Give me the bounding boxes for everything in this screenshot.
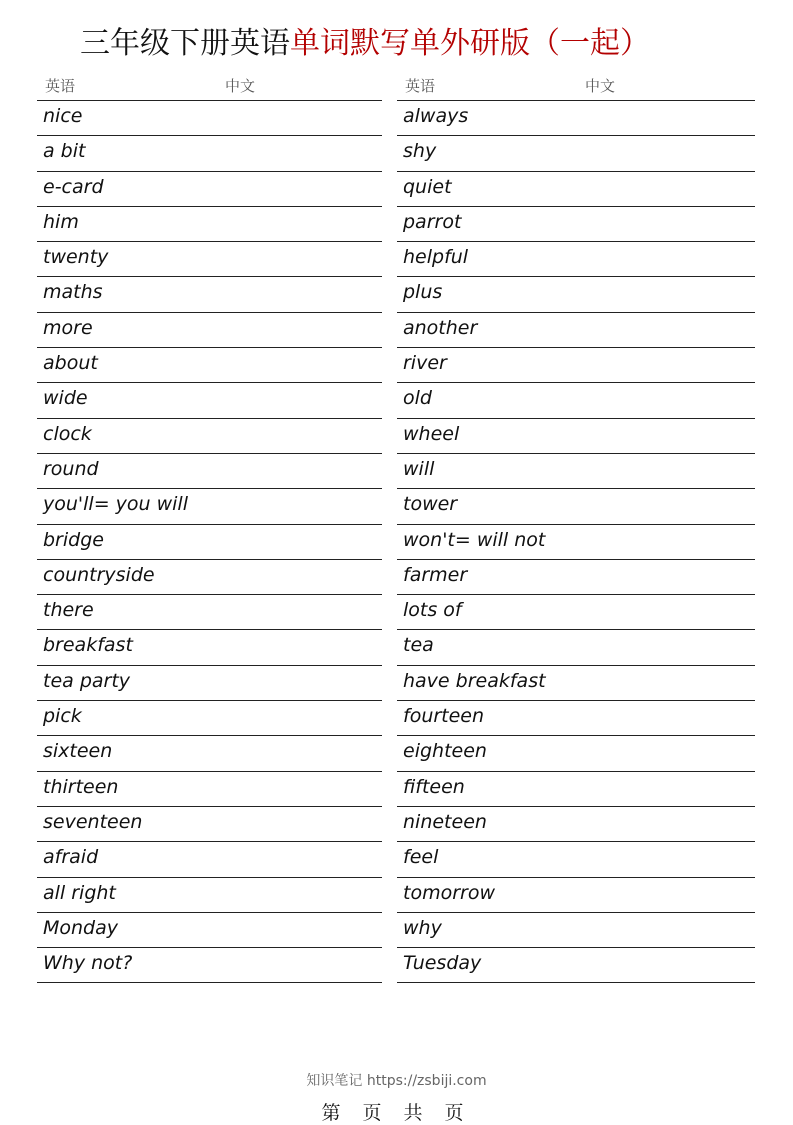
word-row: [397, 277, 755, 312]
word-row: [397, 842, 755, 877]
english-word: a bit: [43, 140, 86, 163]
english-word: sixteen: [43, 740, 113, 763]
english-word: him: [43, 210, 79, 233]
right-word-column: [397, 70, 755, 983]
english-word: twenty: [43, 246, 109, 269]
title-subject: 单词默写单外研版（一起）: [290, 26, 650, 61]
word-row: [397, 348, 755, 383]
english-word: maths: [43, 281, 103, 304]
english-word: always: [403, 105, 469, 127]
english-word: quiet: [403, 175, 452, 198]
word-row: [397, 454, 755, 489]
word-row: [37, 701, 382, 736]
english-word: lots of: [403, 599, 462, 622]
right-word-list: [397, 101, 755, 983]
english-word: have breakfast: [403, 669, 546, 692]
english-word: bridge: [43, 528, 104, 551]
english-word: there: [43, 599, 94, 622]
word-row: [37, 136, 382, 171]
english-word: Tuesday: [403, 952, 482, 975]
word-row: [37, 772, 382, 807]
english-word: wide: [43, 387, 88, 410]
word-row: [37, 913, 382, 948]
left-column-header: [37, 70, 382, 101]
chinese-header: 中文: [585, 77, 616, 95]
word-row: [37, 172, 382, 207]
english-word: nice: [43, 105, 83, 127]
word-row: [397, 242, 755, 277]
english-word: seventeen: [43, 810, 143, 833]
word-row: [37, 313, 382, 348]
word-row: [397, 313, 755, 348]
english-header: 英语: [45, 77, 76, 95]
word-row: [37, 560, 382, 595]
chinese-header: 中文: [225, 77, 256, 95]
right-column-header: [397, 70, 755, 101]
english-word: farmer: [403, 563, 468, 586]
footer-site: 知识笔记 https://zsbiji.com: [306, 1073, 487, 1089]
word-row: [397, 489, 755, 524]
word-row: [397, 701, 755, 736]
word-row: [37, 525, 382, 560]
word-row: [397, 560, 755, 595]
word-row: [37, 630, 382, 665]
english-word: thirteen: [43, 775, 119, 798]
word-row: [37, 348, 382, 383]
word-row: [37, 419, 382, 454]
word-row: [37, 207, 382, 242]
english-word: feel: [403, 846, 439, 869]
english-word: e-card: [43, 175, 104, 198]
word-row: [37, 454, 382, 489]
word-row: [37, 101, 382, 136]
word-row: [397, 136, 755, 171]
english-word: tea: [403, 634, 434, 657]
word-row: [37, 807, 382, 842]
word-row: [37, 383, 382, 418]
word-row: [397, 101, 755, 136]
left-word-list: [37, 101, 382, 983]
english-word: helpful: [403, 246, 469, 269]
english-word: fifteen: [403, 775, 465, 798]
english-word: all right: [43, 881, 116, 904]
page-title: [80, 22, 760, 66]
english-word: you'll= you will: [43, 493, 188, 516]
page-number: 第 页 共 页: [321, 1102, 472, 1124]
english-header: 英语: [405, 77, 436, 95]
word-row: [397, 772, 755, 807]
english-word: river: [403, 352, 447, 375]
english-word: shy: [403, 140, 437, 163]
english-word: wheel: [403, 422, 460, 445]
english-word: pick: [43, 705, 82, 728]
word-row: [397, 630, 755, 665]
english-word: eighteen: [403, 740, 487, 763]
word-row: [397, 207, 755, 242]
english-word: countryside: [43, 563, 155, 586]
english-word: round: [43, 457, 99, 480]
word-row: [397, 419, 755, 454]
word-row: [37, 277, 382, 312]
english-word: won't= will not: [403, 528, 546, 551]
english-word: plus: [403, 281, 443, 304]
english-word: fourteen: [403, 705, 485, 728]
english-word: tea party: [43, 669, 131, 692]
english-word: more: [43, 316, 93, 339]
word-row: [37, 666, 382, 701]
word-row: [397, 807, 755, 842]
english-word: why: [403, 916, 442, 939]
english-word: tower: [403, 493, 458, 516]
english-word: another: [403, 316, 478, 339]
word-row: [37, 242, 382, 277]
english-word: afraid: [43, 846, 99, 869]
word-row: [37, 489, 382, 524]
english-word: nineteen: [403, 810, 487, 833]
title-grade: 三年级下册英语: [80, 26, 290, 61]
word-row: [37, 878, 382, 913]
word-row: [397, 525, 755, 560]
word-row: [37, 842, 382, 877]
word-row: [397, 383, 755, 418]
english-word: clock: [43, 422, 92, 445]
word-row: [397, 913, 755, 948]
english-word: about: [43, 352, 98, 375]
word-row: [397, 172, 755, 207]
word-row: [397, 948, 755, 983]
english-word: old: [403, 387, 432, 410]
word-row: [37, 595, 382, 630]
word-row: [397, 666, 755, 701]
word-row: [37, 736, 382, 771]
word-row: [397, 878, 755, 913]
english-word: tomorrow: [403, 881, 495, 904]
left-word-column: [37, 70, 382, 983]
word-row: [397, 595, 755, 630]
word-row: [397, 736, 755, 771]
english-word: will: [403, 457, 435, 480]
english-word: breakfast: [43, 634, 133, 657]
english-word: Why not?: [43, 952, 133, 975]
english-word: parrot: [403, 210, 462, 233]
english-word: Monday: [43, 916, 119, 939]
word-row: [37, 948, 382, 983]
